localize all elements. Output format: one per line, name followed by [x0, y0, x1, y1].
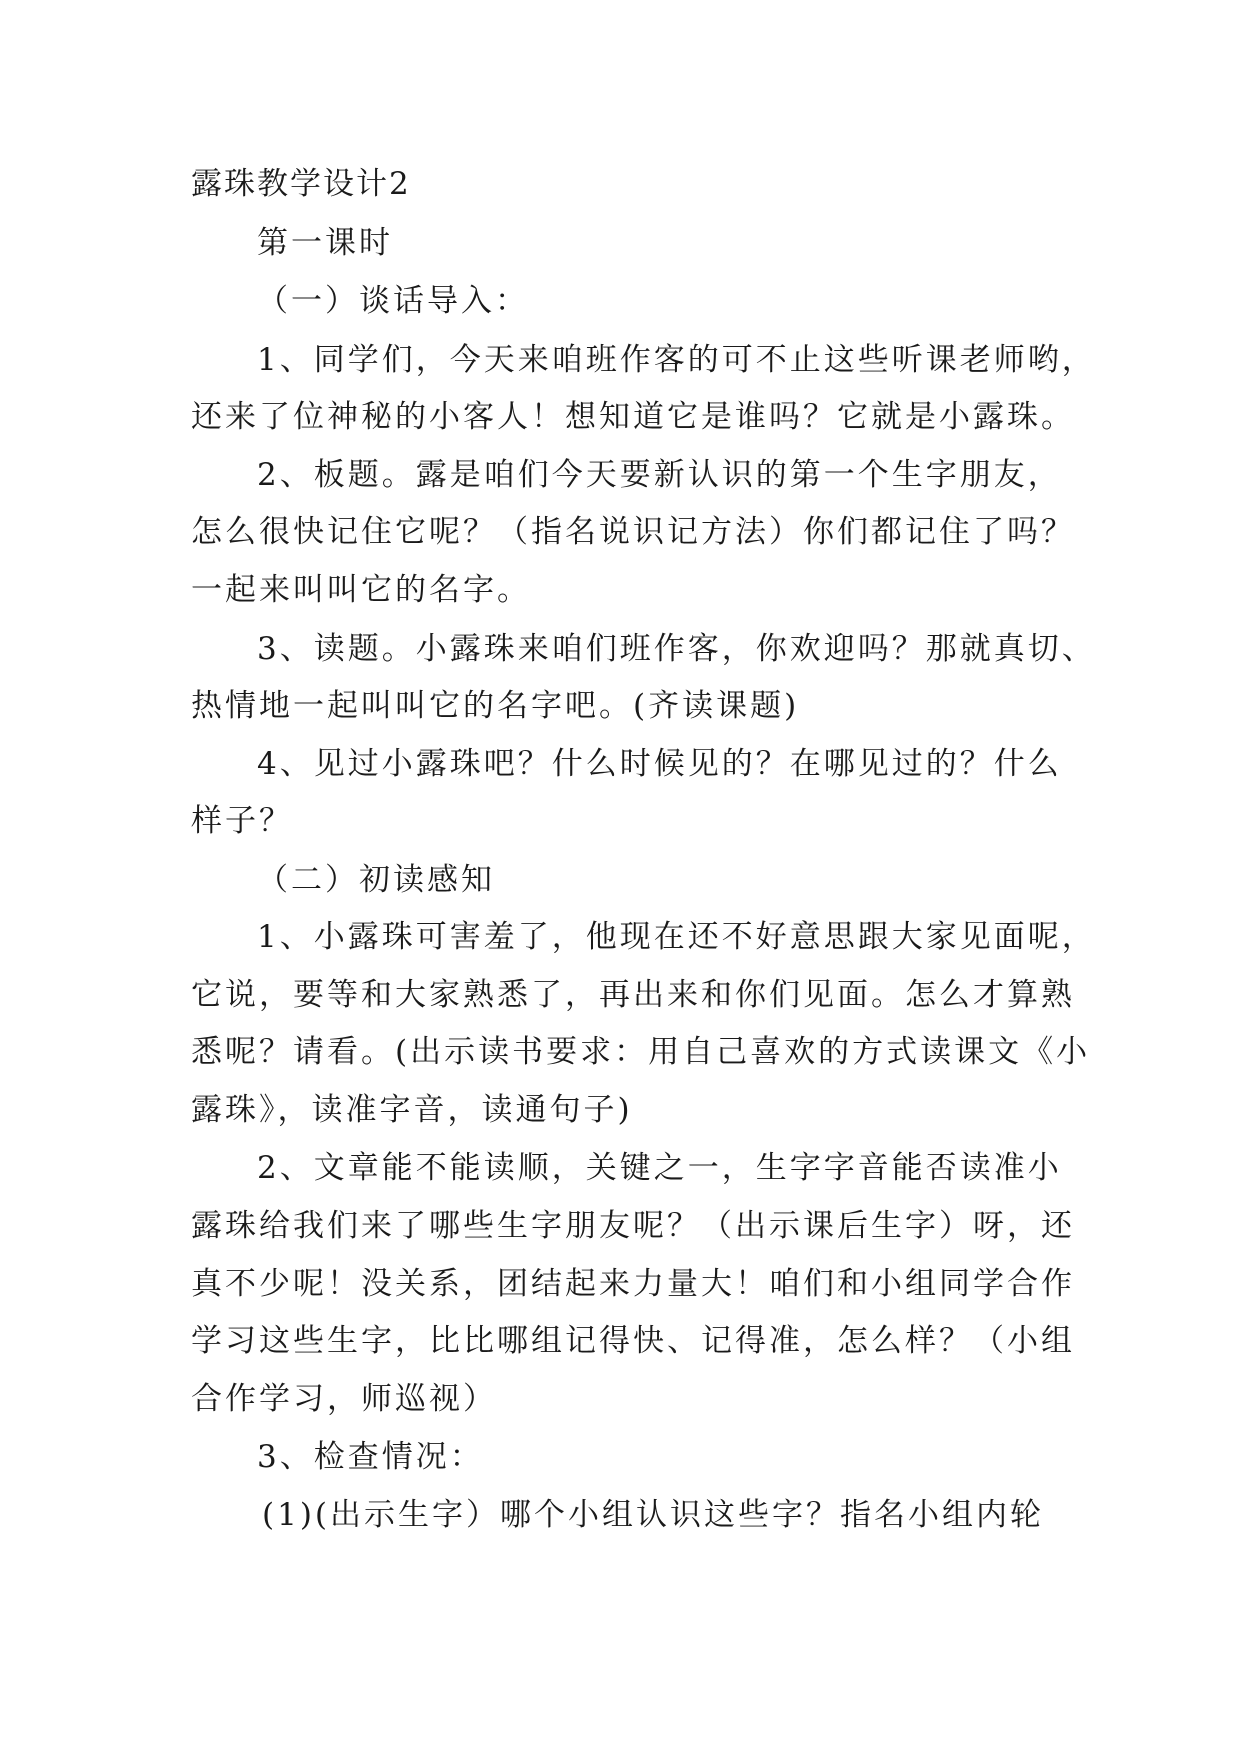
- paragraph-line: 露珠》，读准字音，读通句子): [191, 1092, 633, 1128]
- document-title: 露珠教学设计2: [191, 166, 411, 202]
- paragraph-line: 样子？: [191, 803, 293, 839]
- paragraph-line: 热情地一起叫叫它的名字吧。(齐读课题): [191, 688, 800, 724]
- paragraph-line: 一起来叫叫它的名字。: [191, 572, 531, 608]
- paragraph-line: 悉呢？请看。(出示读书要求：用自己喜欢的方式读课文《小: [191, 1034, 1091, 1070]
- paragraph-line: 怎么很快记住它呢？（指名说识记方法）你们都记住了吗？: [191, 514, 1075, 550]
- paragraph-line: 第一课时: [257, 225, 393, 261]
- section-heading: （二）初读感知: [257, 862, 495, 898]
- paragraph-line: 2、板题。露是咱们今天要新认识的第一个生字朋友，: [257, 457, 1062, 493]
- section-heading: （一）谈话导入：: [257, 283, 529, 319]
- paragraph-line: 露珠给我们来了哪些生字朋友呢？（出示课后生字）呀，还: [191, 1208, 1075, 1244]
- paragraph-line: 1、同学们，今天来咱班作客的可不止这些听课老师哟，: [257, 342, 1096, 378]
- paragraph-line: 学习这些生字，比比哪组记得快、记得准，怎么样？（小组: [191, 1323, 1075, 1359]
- paragraph-line: (1)(出示生字）哪个小组认识这些字？指名小组内轮: [262, 1497, 1045, 1533]
- paragraph-line: 1、小露珠可害羞了，他现在还不好意思跟大家见面呢，: [257, 919, 1096, 955]
- paragraph-line: 真不少呢！没关系，团结起来力量大！咱们和小组同学合作: [191, 1266, 1075, 1302]
- paragraph-line: 还来了位神秘的小客人！想知道它是谁吗？它就是小露珠。: [191, 399, 1075, 435]
- paragraph-line: 合作学习，师巡视）: [191, 1381, 497, 1417]
- paragraph-line: 2、文章能不能读顺，关键之一，生字字音能否读准小: [257, 1150, 1062, 1186]
- paragraph-line: 它说，要等和大家熟悉了，再出来和你们见面。怎么才算熟: [191, 977, 1075, 1013]
- paragraph-line: 3、读题。小露珠来咱们班作客，你欢迎吗？那就真切、: [257, 631, 1096, 667]
- paragraph-line: 3、检查情况：: [257, 1439, 484, 1475]
- paragraph-line: 4、见过小露珠吧？什么时候见的？在哪见过的？什么: [257, 746, 1062, 782]
